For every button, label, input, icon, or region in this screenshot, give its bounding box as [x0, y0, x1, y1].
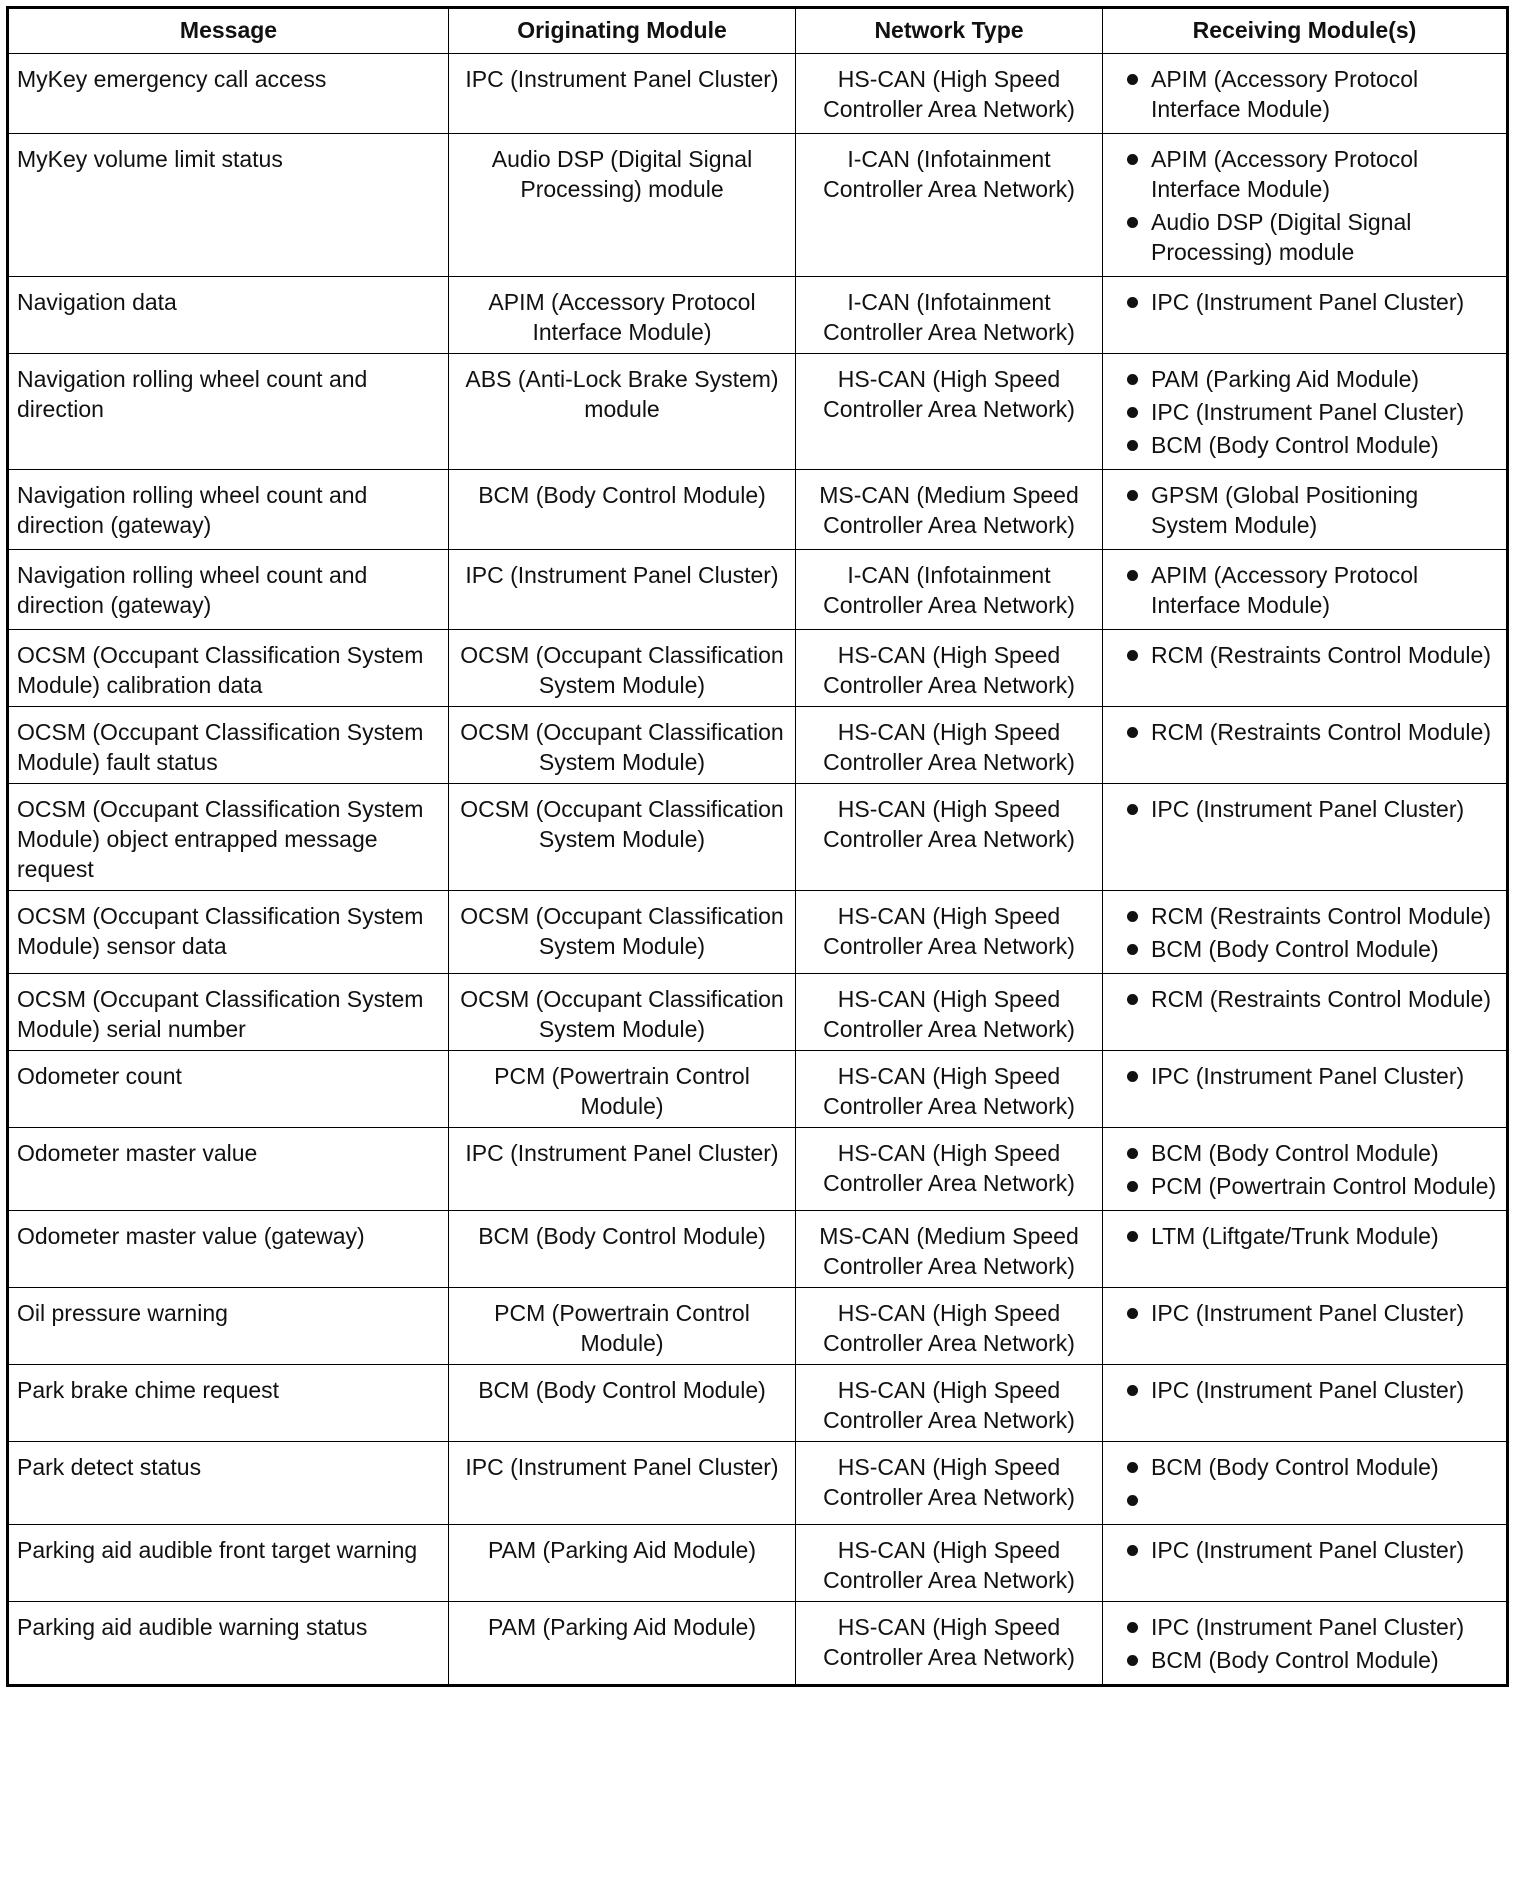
network-type-cell: HS-CAN (High Speed Controller Area Network) [796, 1602, 1103, 1686]
receiving-module-label: IPC (Instrument Panel Cluster) [1151, 1377, 1465, 1403]
originating-module-cell: IPC (Instrument Panel Cluster) [449, 1442, 796, 1525]
receiving-module-label: IPC (Instrument Panel Cluster) [1151, 796, 1465, 822]
receiving-module-label: IPC (Instrument Panel Cluster) [1151, 289, 1465, 315]
bullet-icon [1127, 1148, 1138, 1159]
table-row [8, 470, 1508, 550]
receiving-module-list [1111, 984, 1498, 1014]
message-cell: Navigation rolling wheel count and direction (gateway) [8, 470, 449, 550]
table-row [8, 1365, 1508, 1442]
receiving-module-item [1111, 984, 1498, 1014]
receiving-module-item [1111, 480, 1498, 540]
originating-module-cell: BCM (Body Control Module) [449, 470, 796, 550]
receiving-module-list [1111, 1061, 1498, 1091]
table-body [8, 54, 1508, 1686]
bullet-icon [1127, 944, 1138, 955]
receiving-module-label: IPC (Instrument Panel Cluster) [1151, 1300, 1465, 1326]
bullet-icon [1127, 1181, 1138, 1192]
originating-module-cell: IPC (Instrument Panel Cluster) [449, 1128, 796, 1211]
bullet-icon [1127, 650, 1138, 661]
receiving-modules-cell [1103, 1602, 1508, 1686]
bullet-icon [1127, 1071, 1138, 1082]
table-row [8, 277, 1508, 354]
receiving-module-label: PAM (Parking Aid Module) [1151, 366, 1420, 392]
receiving-module-label: IPC (Instrument Panel Cluster) [1151, 1537, 1465, 1563]
originating-module-cell: PAM (Parking Aid Module) [449, 1602, 796, 1686]
originating-module-cell: PCM (Powertrain Control Module) [449, 1051, 796, 1128]
originating-module-cell: ABS (Anti-Lock Brake System) module [449, 354, 796, 470]
originating-module-cell: BCM (Body Control Module) [449, 1365, 796, 1442]
network-type-cell: HS-CAN (High Speed Controller Area Network) [796, 1525, 1103, 1602]
message-cell: MyKey volume limit status [8, 134, 449, 277]
receiving-module-item [1111, 1535, 1498, 1565]
originating-module-cell: IPC (Instrument Panel Cluster) [449, 54, 796, 134]
receiving-module-label: GPSM (Global Positioning System Module) [1151, 482, 1419, 538]
receiving-module-item [1111, 430, 1498, 460]
originating-module-cell: PCM (Powertrain Control Module) [449, 1288, 796, 1365]
table-header-row [8, 8, 1508, 54]
bullet-icon [1127, 570, 1138, 581]
table-row [8, 974, 1508, 1051]
receiving-module-list [1111, 717, 1498, 747]
table-row [8, 550, 1508, 630]
receiving-module-label: BCM (Body Control Module) [1151, 1140, 1439, 1166]
receiving-module-label: PCM (Powertrain Control Module) [1151, 1173, 1497, 1199]
receiving-module-item [1111, 144, 1498, 204]
network-type-cell: HS-CAN (High Speed Controller Area Network) [796, 891, 1103, 974]
message-cell: Parking aid audible warning status [8, 1602, 449, 1686]
table-row [8, 1602, 1508, 1686]
receiving-module-label: RCM (Restraints Control Module) [1151, 642, 1491, 668]
message-cell: OCSM (Occupant Classification System Module) fault status [8, 707, 449, 784]
receiving-module-item [1111, 1061, 1498, 1091]
bullet-icon [1127, 374, 1138, 385]
receiving-module-item [1111, 1171, 1498, 1201]
network-type-cell: I-CAN (Infotainment Controller Area Network) [796, 277, 1103, 354]
bullet-icon [1127, 490, 1138, 501]
receiving-modules-cell [1103, 1128, 1508, 1211]
table-row [8, 630, 1508, 707]
module-communication-table [6, 6, 1509, 1687]
message-cell: Odometer master value (gateway) [8, 1211, 449, 1288]
receiving-module-list [1111, 287, 1498, 317]
receiving-module-item [1111, 901, 1498, 931]
network-type-cell: I-CAN (Infotainment Controller Area Network) [796, 134, 1103, 277]
bullet-icon [1127, 1308, 1138, 1319]
receiving-module-list [1111, 794, 1498, 824]
bullet-icon [1127, 804, 1138, 815]
receiving-modules-cell [1103, 974, 1508, 1051]
message-cell: Park detect status [8, 1442, 449, 1525]
originating-module-cell: Audio DSP (Digital Signal Processing) module [449, 134, 796, 277]
originating-module-cell: OCSM (Occupant Classification System Module) [449, 630, 796, 707]
receiving-module-label: IPC (Instrument Panel Cluster) [1151, 399, 1465, 425]
receiving-module-label: Audio DSP (Digital Signal Processing) module [1151, 209, 1412, 265]
bullet-icon [1127, 1545, 1138, 1556]
table-row [8, 354, 1508, 470]
receiving-module-item [1111, 64, 1498, 124]
message-cell: OCSM (Occupant Classification System Module) object entrapped message request [8, 784, 449, 891]
bullet-icon [1127, 994, 1138, 1005]
table-row [8, 1051, 1508, 1128]
message-cell: Park brake chime request [8, 1365, 449, 1442]
bullet-icon [1127, 297, 1138, 308]
receiving-module-list [1111, 144, 1498, 267]
table-row [8, 1442, 1508, 1525]
receiving-modules-cell [1103, 54, 1508, 134]
receiving-module-list [1111, 1221, 1498, 1251]
network-type-cell: HS-CAN (High Speed Controller Area Network) [796, 1128, 1103, 1211]
receiving-module-label: BCM (Body Control Module) [1151, 1454, 1439, 1480]
network-type-cell: HS-CAN (High Speed Controller Area Network) [796, 1365, 1103, 1442]
network-type-cell: HS-CAN (High Speed Controller Area Network) [796, 974, 1103, 1051]
receiving-module-item [1111, 934, 1498, 964]
network-type-cell: HS-CAN (High Speed Controller Area Network) [796, 630, 1103, 707]
receiving-module-item [1111, 1485, 1498, 1515]
bullet-icon [1127, 1231, 1138, 1242]
receiving-modules-cell [1103, 470, 1508, 550]
network-type-cell: MS-CAN (Medium Speed Controller Area Network) [796, 470, 1103, 550]
receiving-module-list [1111, 1452, 1498, 1515]
receiving-modules-cell [1103, 1051, 1508, 1128]
receiving-module-item [1111, 1298, 1498, 1328]
receiving-module-item [1111, 794, 1498, 824]
receiving-module-item [1111, 287, 1498, 317]
bullet-icon [1127, 1385, 1138, 1396]
bullet-icon [1127, 1462, 1138, 1473]
table-row [8, 1525, 1508, 1602]
receiving-modules-cell [1103, 707, 1508, 784]
receiving-module-label: LTM (Liftgate/Trunk Module) [1151, 1223, 1439, 1249]
receiving-module-list [1111, 364, 1498, 460]
table-row [8, 707, 1508, 784]
table-row [8, 1211, 1508, 1288]
message-cell: Parking aid audible front target warning [8, 1525, 449, 1602]
receiving-module-list [1111, 1298, 1498, 1328]
network-type-cell: MS-CAN (Medium Speed Controller Area Network) [796, 1211, 1103, 1288]
header-network-type: Network Type [796, 8, 1103, 54]
receiving-module-label: APIM (Accessory Protocol Interface Module) [1151, 66, 1419, 122]
receiving-modules-cell [1103, 134, 1508, 277]
table-row [8, 1128, 1508, 1211]
receiving-module-label: APIM (Accessory Protocol Interface Module) [1151, 146, 1419, 202]
header-originating-module: Originating Module [449, 8, 796, 54]
bullet-icon [1127, 440, 1138, 451]
receiving-module-item [1111, 364, 1498, 394]
receiving-modules-cell [1103, 1442, 1508, 1525]
receiving-module-list [1111, 560, 1498, 620]
network-type-cell: HS-CAN (High Speed Controller Area Network) [796, 784, 1103, 891]
message-cell: OCSM (Occupant Classification System Module) calibration data [8, 630, 449, 707]
originating-module-cell: OCSM (Occupant Classification System Module) [449, 784, 796, 891]
network-type-cell: HS-CAN (High Speed Controller Area Network) [796, 1288, 1103, 1365]
receiving-module-label: IPC (Instrument Panel Cluster) [1151, 1614, 1465, 1640]
network-type-cell: HS-CAN (High Speed Controller Area Network) [796, 707, 1103, 784]
receiving-modules-cell [1103, 630, 1508, 707]
table-row [8, 1288, 1508, 1365]
receiving-modules-cell [1103, 354, 1508, 470]
receiving-module-item [1111, 1375, 1498, 1405]
message-cell: OCSM (Occupant Classification System Module) serial number [8, 974, 449, 1051]
receiving-module-item [1111, 207, 1498, 267]
network-type-cell: HS-CAN (High Speed Controller Area Network) [796, 1051, 1103, 1128]
receiving-module-label: IPC (Instrument Panel Cluster) [1151, 1063, 1465, 1089]
receiving-module-item [1111, 1612, 1498, 1642]
table-row [8, 784, 1508, 891]
receiving-module-list [1111, 1138, 1498, 1201]
receiving-modules-cell [1103, 1365, 1508, 1442]
receiving-module-label: BCM (Body Control Module) [1151, 1647, 1439, 1673]
receiving-module-label: RCM (Restraints Control Module) [1151, 719, 1491, 745]
receiving-modules-cell [1103, 891, 1508, 974]
bullet-icon [1127, 407, 1138, 418]
receiving-module-list [1111, 640, 1498, 670]
receiving-module-item [1111, 1645, 1498, 1675]
receiving-module-item [1111, 1221, 1498, 1251]
message-cell: MyKey emergency call access [8, 54, 449, 134]
receiving-module-item [1111, 560, 1498, 620]
header-receiving-modules: Receiving Module(s) [1103, 8, 1508, 54]
message-cell: Navigation rolling wheel count and direction [8, 354, 449, 470]
receiving-module-item [1111, 640, 1498, 670]
bullet-icon [1127, 74, 1138, 85]
receiving-module-label: RCM (Restraints Control Module) [1151, 903, 1491, 929]
receiving-module-list [1111, 1375, 1498, 1405]
bullet-icon [1127, 911, 1138, 922]
message-cell: Navigation data [8, 277, 449, 354]
receiving-modules-cell [1103, 784, 1508, 891]
bullet-icon [1127, 727, 1138, 738]
receiving-module-item [1111, 397, 1498, 427]
receiving-modules-cell [1103, 1288, 1508, 1365]
originating-module-cell: OCSM (Occupant Classification System Module) [449, 891, 796, 974]
header-message: Message [8, 8, 449, 54]
table-row [8, 891, 1508, 974]
receiving-module-item [1111, 1452, 1498, 1482]
message-cell: OCSM (Occupant Classification System Module) sensor data [8, 891, 449, 974]
receiving-modules-cell [1103, 277, 1508, 354]
table-row [8, 54, 1508, 134]
receiving-module-label: BCM (Body Control Module) [1151, 432, 1439, 458]
receiving-module-list [1111, 901, 1498, 964]
message-cell: Odometer master value [8, 1128, 449, 1211]
receiving-module-label [1151, 1485, 1498, 1515]
message-cell: Navigation rolling wheel count and direction (gateway) [8, 550, 449, 630]
originating-module-cell: PAM (Parking Aid Module) [449, 1525, 796, 1602]
receiving-module-item [1111, 1138, 1498, 1168]
network-type-cell: I-CAN (Infotainment Controller Area Network) [796, 550, 1103, 630]
receiving-module-list [1111, 1535, 1498, 1565]
bullet-icon [1127, 1655, 1138, 1666]
receiving-module-label: BCM (Body Control Module) [1151, 936, 1439, 962]
bullet-icon [1127, 154, 1138, 165]
message-cell: Odometer count [8, 1051, 449, 1128]
bullet-icon [1127, 1622, 1138, 1633]
receiving-module-label: APIM (Accessory Protocol Interface Module) [1151, 562, 1419, 618]
network-type-cell: HS-CAN (High Speed Controller Area Network) [796, 1442, 1103, 1525]
originating-module-cell: BCM (Body Control Module) [449, 1211, 796, 1288]
receiving-module-item [1111, 717, 1498, 747]
receiving-module-list [1111, 64, 1498, 124]
receiving-module-list [1111, 480, 1498, 540]
originating-module-cell: OCSM (Occupant Classification System Module) [449, 974, 796, 1051]
receiving-module-list [1111, 1612, 1498, 1675]
receiving-modules-cell [1103, 550, 1508, 630]
originating-module-cell: IPC (Instrument Panel Cluster) [449, 550, 796, 630]
receiving-module-label: RCM (Restraints Control Module) [1151, 986, 1491, 1012]
receiving-modules-cell [1103, 1525, 1508, 1602]
bullet-icon [1127, 217, 1138, 228]
message-cell: Oil pressure warning [8, 1288, 449, 1365]
receiving-modules-cell [1103, 1211, 1508, 1288]
table-row [8, 134, 1508, 277]
bullet-icon [1127, 1495, 1138, 1506]
network-type-cell: HS-CAN (High Speed Controller Area Network) [796, 354, 1103, 470]
originating-module-cell: APIM (Accessory Protocol Interface Module) [449, 277, 796, 354]
network-type-cell: HS-CAN (High Speed Controller Area Network) [796, 54, 1103, 134]
originating-module-cell: OCSM (Occupant Classification System Module) [449, 707, 796, 784]
